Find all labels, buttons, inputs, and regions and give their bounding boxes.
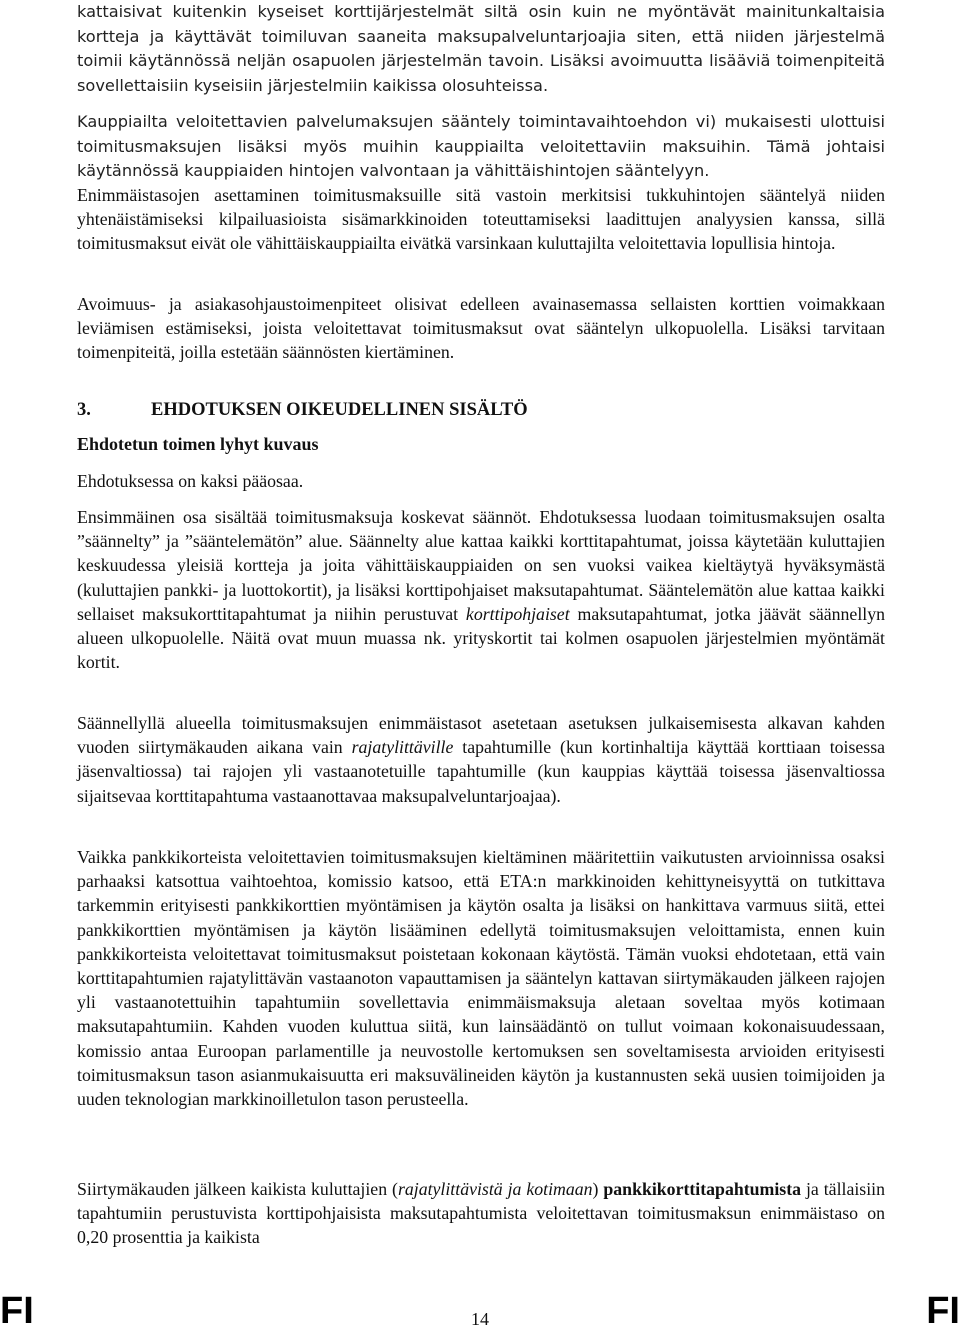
footer-language-right: FI bbox=[926, 1290, 960, 1332]
section-number: 3. bbox=[77, 400, 91, 420]
emphasis-card-based: korttipohjaiset bbox=[465, 603, 570, 624]
paragraph-transparency: Avoimuus- ja asiakasohjaustoimenpiteet olisivat edelleen avainasemassa sellaisten korttien voimakkaan leviämisen estämiseksi, joista veloitettavat toimitusmaksut ovat sääntelyn ulkopuolella. Lisäksi tarvitaan toimenpiteitä, joilla estetään säännösten kiertäminen. bbox=[77, 294, 885, 363]
paragraph-regulated-area: Säännellyllä alueella toimitusmaksujen enimmäistasot asetetaan asetuksen julkaisemisesta alkavan kahden vuoden siirtymäkauden aikana vain rajatylittäville tapahtumille (kun kortinhaltija käyttää korttiaan toisessa jäsenvaltiossa) tai rajojen yli vastaanotetuille tapahtumille (kun kauppias käyttää toisessa jäsenvaltiossa sijaitsevaa korttitapahtuma vastaanottavaa maksupalveluntarjoajaa). bbox=[77, 713, 886, 806]
paragraph-two-parts: Ehdotuksessa on kaksi pääosaa. bbox=[77, 471, 304, 491]
bold-debit-card-transactions: pankkikorttitapahtumista bbox=[603, 1179, 802, 1199]
paragraph-intro-continuation: kattaisivat kuitenkin kyseiset korttijärjestelmät siltä osin kuin ne myöntävät mainitunkaltaisia kortteja ja käyttävät toimiluvan saaneita maksupalveluntarjoajia siten, että niiden järjestelmä toimii käytännössä neljän osapuolen järjestelmän tavoin. Lisäksi avoimuutta lisääviä toimenpiteitä sovellettaisiin kyseisiin järjestelmiin kaikissa olosuhteissa. bbox=[77, 2, 885, 95]
paragraph-debit-card-fees: Vaikka pankkikorteista veloitettavien toimitusmaksujen kieltäminen määritettiin vaikutusten arvioinnissa osaksi parhaaksi katsottua vaihtoehtoa, komissio katsoo, että ETA:n markkinoiden kehittyneisyyttä on tutkittava tarkemmin erityisesti pankkikorttien myöntämisen ja käytön osalta ja lisäksi on hankittava varmuus siitä, ettei pankkikorttien myöntämisen ja käytön lisääminen edellytä toimitusmaksujen veloittamista, ennen kuin pankkikorteista veloitettavat toimitusmaksut poistetaan kokonaan käytöstä. Tämän vuoksi ehdotetaan, että vain korttitapahtumien rajatylittävän vastaanoton vapauttamisen ja sääntelyn kattavan siirtymäkauden jälkeen rajojen yli vastaanotettuihin tapahtumiin sovellettavia enimmäismaksuja aletaan soveltaa myös kotimaan maksutapahtumiin. Kahden vuoden kuluttua siitä, kun lainsäädäntö on tullut voimaan kokonaisuudessaan, komissio antaa Euroopan parlamentille ja neuvostolle kertomuksen sen soveltamisesta arvioiden erityisesti toimitusmaksun tason asianmukaisuutta eri maksuvälineiden käytön ja kustannusten sekä uusien toimijoiden ja uuden teknologian markkinoilletulon tason perusteella. bbox=[77, 847, 885, 1110]
paragraph-first-part: Ensimmäinen osa sisältää toimitusmaksuja koskevat säännöt. Ehdotuksessa luodaan toimitusmaksujen osalta ”säännelty” ja ”sääntelemätön” alue. Säännelty alue kattaa kaikki korttitapahtumat, joissa käytetään kuluttajien keskuudessa yleisiä kortteja ja joita vähittäiskauppiaiden on sen vuoksi vaikea kieltäytyä hyväksymästä (kuluttajien pankki- ja luottokortit), ja lisäksi korttipohjaiset maksutapahtumat. Sääntelemätön alue kattaa kaikki sellaiset maksukorttitapahtumat ja niihin perustuvat korttipohjaiset maksutapahtumat, jotka jäävät säännellyn alueen ulkopuolelle. Näitä ovat muun muassa nk. yrityskortit tai kolmen osapuolen järjestelmien myöntämät kortit. bbox=[77, 507, 885, 673]
section-subtitle: Ehdotetun toimen lyhyt kuvaus bbox=[77, 434, 319, 454]
paragraph-after-transition: Siirtymäkauden jälkeen kaikista kuluttajien (rajatylittävistä ja kotimaan) pankkikorttitapahtumista ja tällaisiin tapahtumiin perustuvista korttipohjaisista maksutapahtumista veloitettavan toimitusmaksun enimmäistaso on 0,20 prosenttia ja kaikista bbox=[77, 1179, 885, 1248]
paragraph-merchant-fees: Kauppiailta veloitettavien palvelumaksujen sääntely toimintavaihtoehdon vi) mukaisesti ulottuisi toimitusmaksujen lisäksi myös muihin kauppiailta veloitettaviin maksuihin. Tämä johtaisi käytännössä kauppiaiden hintojen valvontaan ja vähittäishintojen sääntelyyn. bbox=[77, 112, 885, 181]
footer-language-left: FI bbox=[0, 1290, 34, 1332]
page-number: 14 bbox=[471, 1309, 489, 1329]
section-title: EHDOTUKSEN OIKEUDELLINEN SISÄLTÖ bbox=[151, 400, 528, 420]
emphasis-cross-border-domestic: rajatylittävistä ja kotimaan bbox=[397, 1179, 593, 1199]
section-heading bbox=[77, 400, 885, 424]
emphasis-cross-border: rajatylittäville bbox=[351, 737, 454, 758]
paragraph-max-levels: Enimmäistasojen asettaminen toimitusmaksuille sitä vastoin merkitsisi tukkuhintojen sääntelyä niiden yhtenäistämiseksi kilpailuasioista sisämarkkinoiden toteuttamiseksi laadittujen analyysien kanssa, sillä toimitusmaksut eivät ole vähittäiskauppiailta eivätkä varsinkaan kuluttajilta veloitettavia lopullisia hintoja. bbox=[77, 185, 885, 254]
